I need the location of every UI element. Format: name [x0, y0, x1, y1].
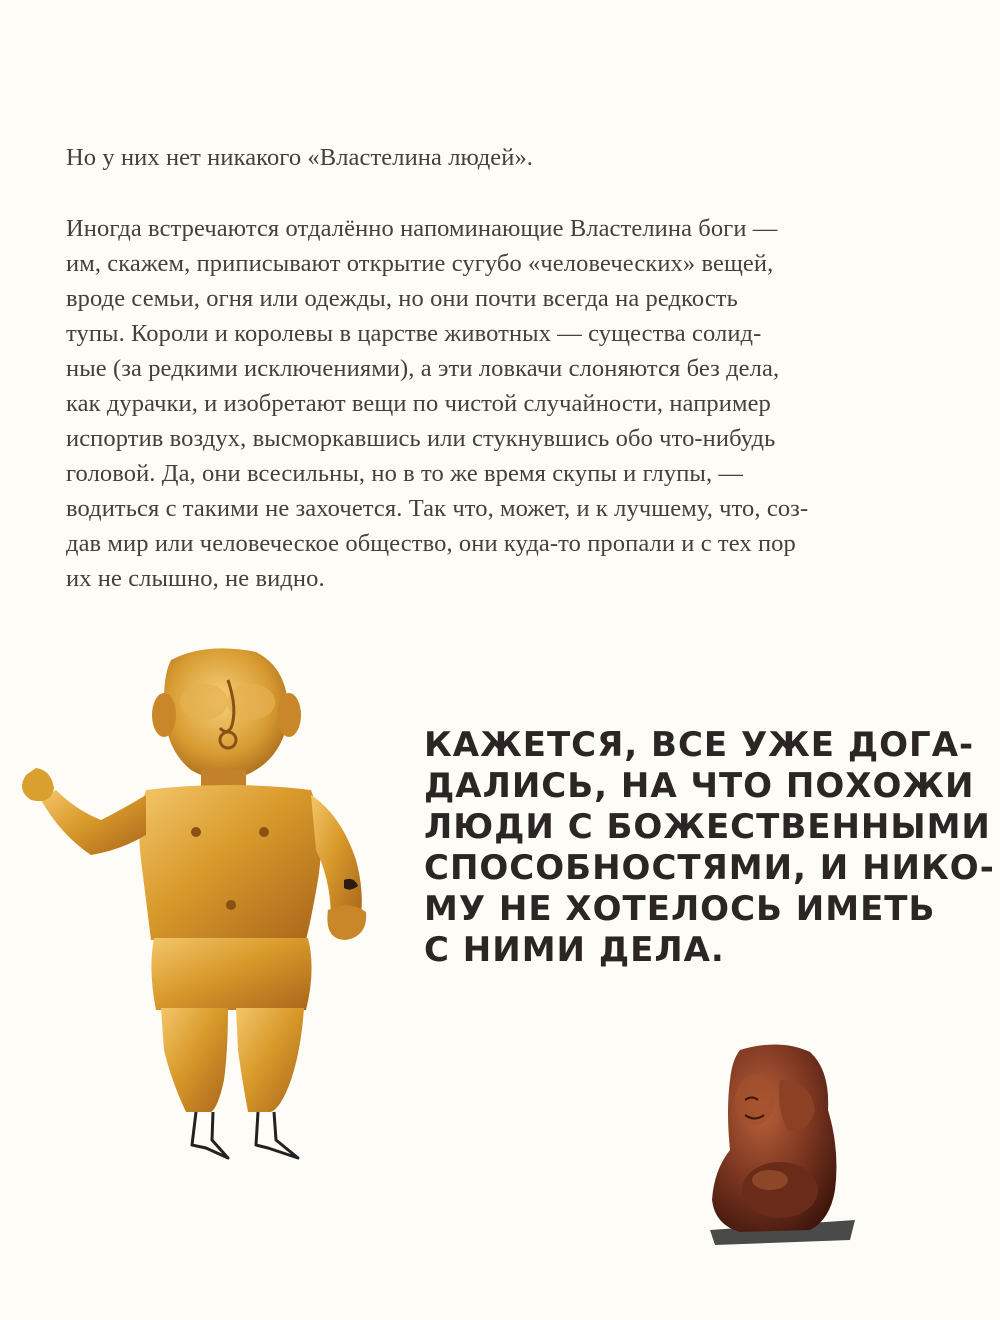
wooden-figurine-image: [700, 1040, 865, 1245]
callout-text: [424, 725, 995, 971]
callout-line: ДАЛИСЬ, НА ЧТО ПОХОЖИ: [424, 766, 975, 806]
paragraph-line: им, скажем, приписывают открытие сугубо «человеческих» вещей,: [66, 250, 774, 277]
paragraph-line: водиться с такими не захочется. Так что, может, и к лучшему, что, соз-: [66, 495, 809, 522]
paragraph-line: как дурачки, и изобретают вещи по чистой случайности, например: [66, 390, 771, 417]
paragraph-line: их не слышно, не видно.: [66, 565, 325, 592]
paragraph-line: дав мир или человеческое общество, они куда-то пропали и с тех пор: [66, 530, 796, 557]
callout-line: СПОСОБНОСТЯМИ, И НИКО-: [424, 848, 995, 888]
callout-line: МУ НЕ ХОТЕЛОСЬ ИМЕТЬ: [424, 889, 936, 929]
callout-line: КАЖЕТСЯ, ВСЕ УЖЕ ДОГА-: [424, 725, 975, 765]
paragraph-line: Но у них нет никакого «Властелина людей».: [66, 144, 534, 171]
paragraph-line: Иногда встречаются отдалённо напоминающие Властелина боги —: [66, 215, 778, 242]
paragraph-line: вроде семьи, огня или одежды, но они почти всегда на редкость: [66, 285, 738, 312]
paragraph-line: ные (за редкими исключениями), а эти ловкачи слоняются без дела,: [66, 355, 780, 382]
paragraph-line: головой. Да, они всесильны, но в то же время скупы и глупы, —: [66, 460, 744, 487]
golden-figurine-image: [6, 640, 386, 1170]
callout-line: С НИМИ ДЕЛА.: [424, 930, 725, 970]
callout-line: ЛЮДИ С БОЖЕСТВЕННЫМИ: [424, 807, 991, 847]
paragraph-2: [66, 211, 946, 596]
paragraph-line: испортив воздух, высморкавшись или стукнувшись обо что-нибудь: [66, 425, 776, 452]
paragraph-line: тупы. Короли и королевы в царстве животных — существа солид-: [66, 320, 762, 347]
paragraph-1: [66, 140, 946, 175]
